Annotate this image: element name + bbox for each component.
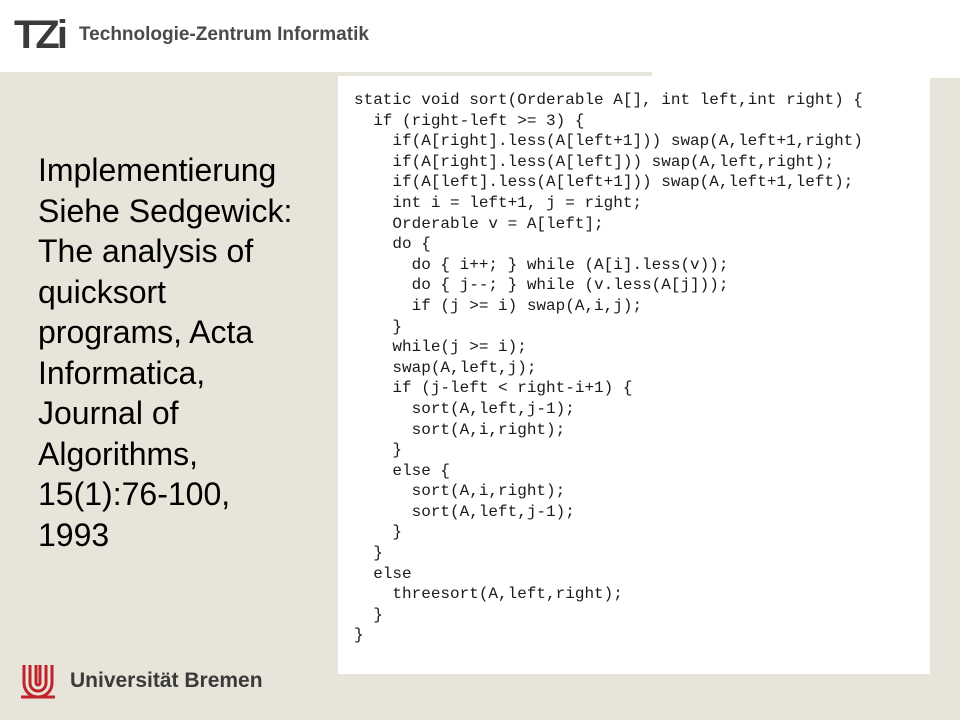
tzi-logo-name: Technologie-Zentrum Informatik bbox=[78, 24, 369, 45]
university-name: Universität Bremen bbox=[70, 669, 263, 692]
reference-text: Implementierung Siehe Sedgewick: The analysis of quicksort programs, Acta Informatica, Journal of Algorithms, 15(1):76-100, 1993 bbox=[38, 152, 293, 553]
university-logo bbox=[18, 660, 263, 702]
universitaet-bremen-logo-icon bbox=[18, 661, 58, 701]
tzi-logo bbox=[14, 12, 369, 58]
tzi-logo-mark: TZi bbox=[14, 13, 65, 57]
code-panel-top-strip bbox=[652, 50, 960, 78]
code-listing: static void sort(Orderable A[], int left,int right) { if (right-left >= 3) { if(A[right].less(A[left+1])) swap(A,left+1,right) if(A[right].less(A[left])) swap(A,left,right); if(A[left].less(A[left+1])) swap(A,left+1,left); int i = left+1, j = right; Orderable v = A[left]; do { do { i++; } while (A[i].less(v)); do { j--; } while (v.less(A[j])); if (j >= i) swap(A,i,j); } while(j >= i); swap(A,left,j); if (j-left < right-i+1) { sort(A,left,j-1); sort(A,i,right); } else { sort(A,i,right); sort(A,left,j-1); } } else threesort(A,left,right); } } bbox=[354, 91, 863, 645]
